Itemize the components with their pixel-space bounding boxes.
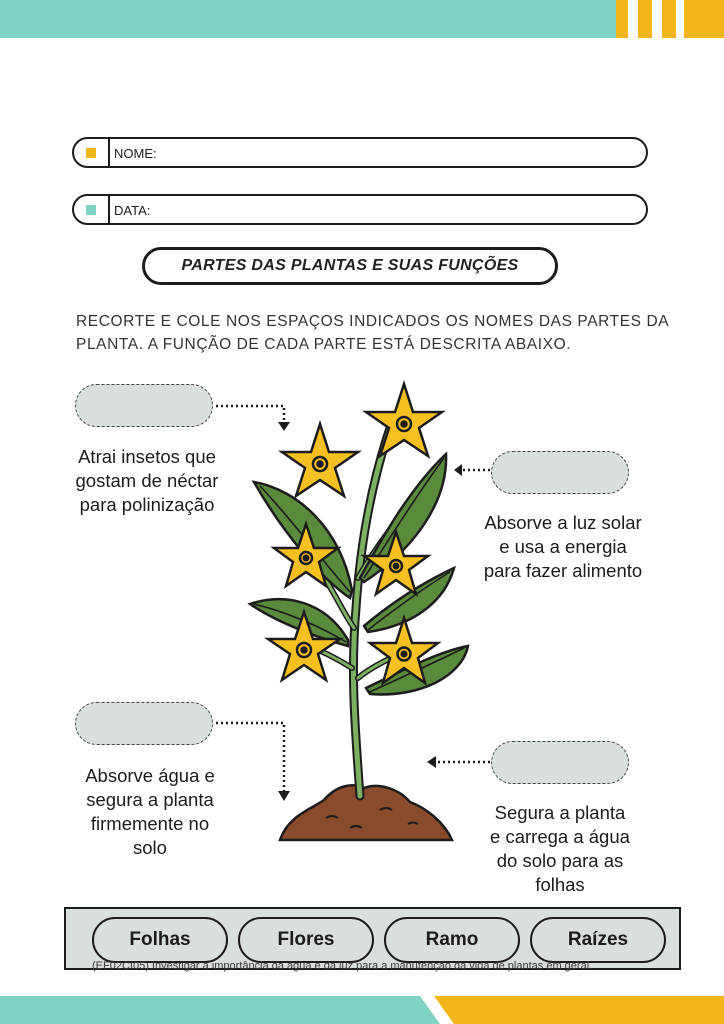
cutout-flores[interactable]: Flores: [238, 917, 374, 963]
instruction-text: RECORTE E COLE NOS ESPAÇOS INDICADOS OS NOMES DAS PARTES DA PLANTA. A FUNÇÃO DE CADA PARTE ESTÁ DESCRITA ABAIXO.: [76, 313, 669, 353]
curriculum-footnote: (EF02CI05) Investigar a importância da água e da luz para a manutenção da vida de plantas em geral.: [92, 960, 593, 972]
plant-illustration: [240, 378, 480, 870]
top-decorative-band: [0, 0, 616, 38]
worksheet-title: PARTES DAS PLANTAS E SUAS FUNÇÕES: [142, 247, 558, 285]
cutout-ramo[interactable]: Ramo: [384, 917, 520, 963]
description-leaves: Absorve a luz solar e usa a energia para fazer alimento: [483, 512, 643, 581]
blank-roots[interactable]: [75, 702, 213, 745]
name-field[interactable]: [72, 137, 648, 168]
description-stem: Segura a planta e carrega a água do solo para as folhas: [490, 802, 630, 895]
blank-flowers[interactable]: [75, 384, 213, 427]
description-flowers: Atrai insetos que gostam de néctar para polinização: [75, 446, 219, 515]
soil-mound: [280, 785, 452, 840]
yellow-square-icon: [86, 148, 96, 158]
top-stripes-decoration: [616, 0, 724, 38]
description-roots: Absorve água e segura a planta firmemente no solo: [85, 765, 215, 858]
name-label: NOME:: [114, 146, 157, 161]
blank-stem[interactable]: [491, 741, 629, 784]
date-field[interactable]: [72, 194, 648, 225]
date-label: DATA:: [114, 203, 151, 218]
cutout-folhas[interactable]: Folhas: [92, 917, 228, 963]
blank-leaves[interactable]: [491, 451, 629, 494]
bottom-yellow-band: [424, 996, 724, 1024]
cutout-raizes[interactable]: Raízes: [530, 917, 666, 963]
bottom-teal-band: [0, 996, 440, 1024]
teal-square-icon: [86, 205, 96, 215]
